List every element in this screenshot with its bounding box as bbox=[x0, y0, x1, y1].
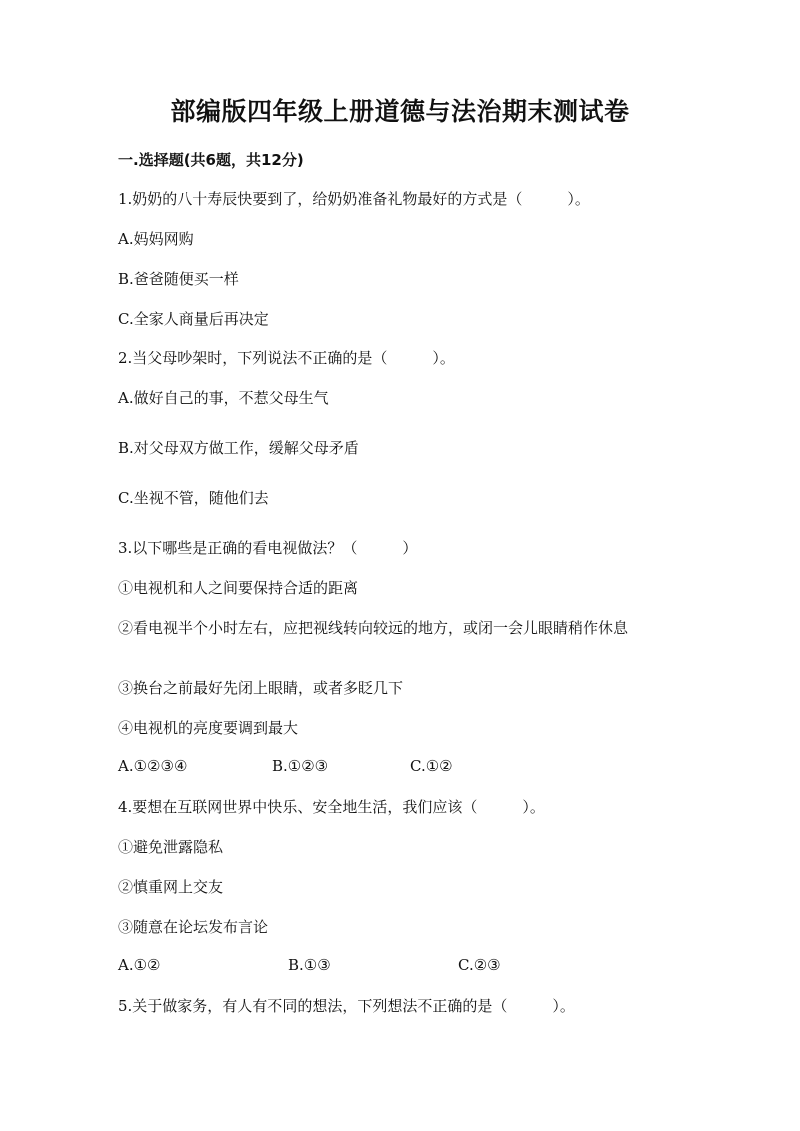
section-header: 一.选择题(共6题，共12分) bbox=[118, 151, 304, 169]
question-3-stem: 3.以下哪些是正确的看电视做法？（ ） bbox=[118, 539, 418, 557]
question-2-option-c: C.坐视不管，随他们去 bbox=[118, 489, 269, 507]
question-3-option-a: A.①②③④ bbox=[118, 757, 188, 775]
question-4-statement-2: ②慎重网上交友 bbox=[118, 878, 224, 896]
question-4-option-a: A.①② bbox=[118, 956, 161, 974]
question-4-statement-3: ③随意在论坛发布言论 bbox=[118, 918, 269, 936]
question-3-statement-2: ②看电视半个小时左右，应把视线转向较远的地方，或闭一会儿眼睛稍作休息 bbox=[118, 619, 629, 637]
question-2-option-b: B.对父母双方做工作，缓解父母矛盾 bbox=[118, 439, 359, 457]
question-3-option-c: C.①② bbox=[410, 757, 453, 775]
page-title: 部编版四年级上册道德与法治期末测试卷 bbox=[170, 97, 630, 126]
question-5-stem: 5.关于做家务，有人有不同的想法，下列想法不正确的是（ ）。 bbox=[118, 997, 575, 1015]
question-2-option-a: A.做好自己的事，不惹父母生气 bbox=[118, 389, 329, 407]
question-4-stem: 4.要想在互联网世界中快乐、安全地生活，我们应该（ ）。 bbox=[118, 798, 545, 816]
question-3-option-b: B.①②③ bbox=[272, 757, 329, 775]
question-1-stem: 1.奶奶的八十寿辰快要到了，给奶奶准备礼物最好的方式是（ ）。 bbox=[118, 190, 590, 208]
question-4-option-c: C.②③ bbox=[458, 956, 501, 974]
question-3-statement-3: ③换台之前最好先闭上眼睛，或者多眨几下 bbox=[118, 679, 404, 697]
question-1-option-c: C.全家人商量后再决定 bbox=[118, 310, 269, 328]
question-4-option-b: B.①③ bbox=[288, 956, 331, 974]
question-4-statement-1: ①避免泄露隐私 bbox=[118, 838, 224, 856]
question-3-statement-4: ④电视机的亮度要调到最大 bbox=[118, 719, 299, 737]
question-1-option-b: B.爸爸随便买一样 bbox=[118, 270, 239, 288]
question-1-option-a: A.妈妈网购 bbox=[118, 230, 194, 248]
question-2-stem: 2.当父母吵架时，下列说法不正确的是（ ）。 bbox=[118, 349, 455, 367]
question-3-statement-1: ①电视机和人之间要保持合适的距离 bbox=[118, 579, 359, 597]
